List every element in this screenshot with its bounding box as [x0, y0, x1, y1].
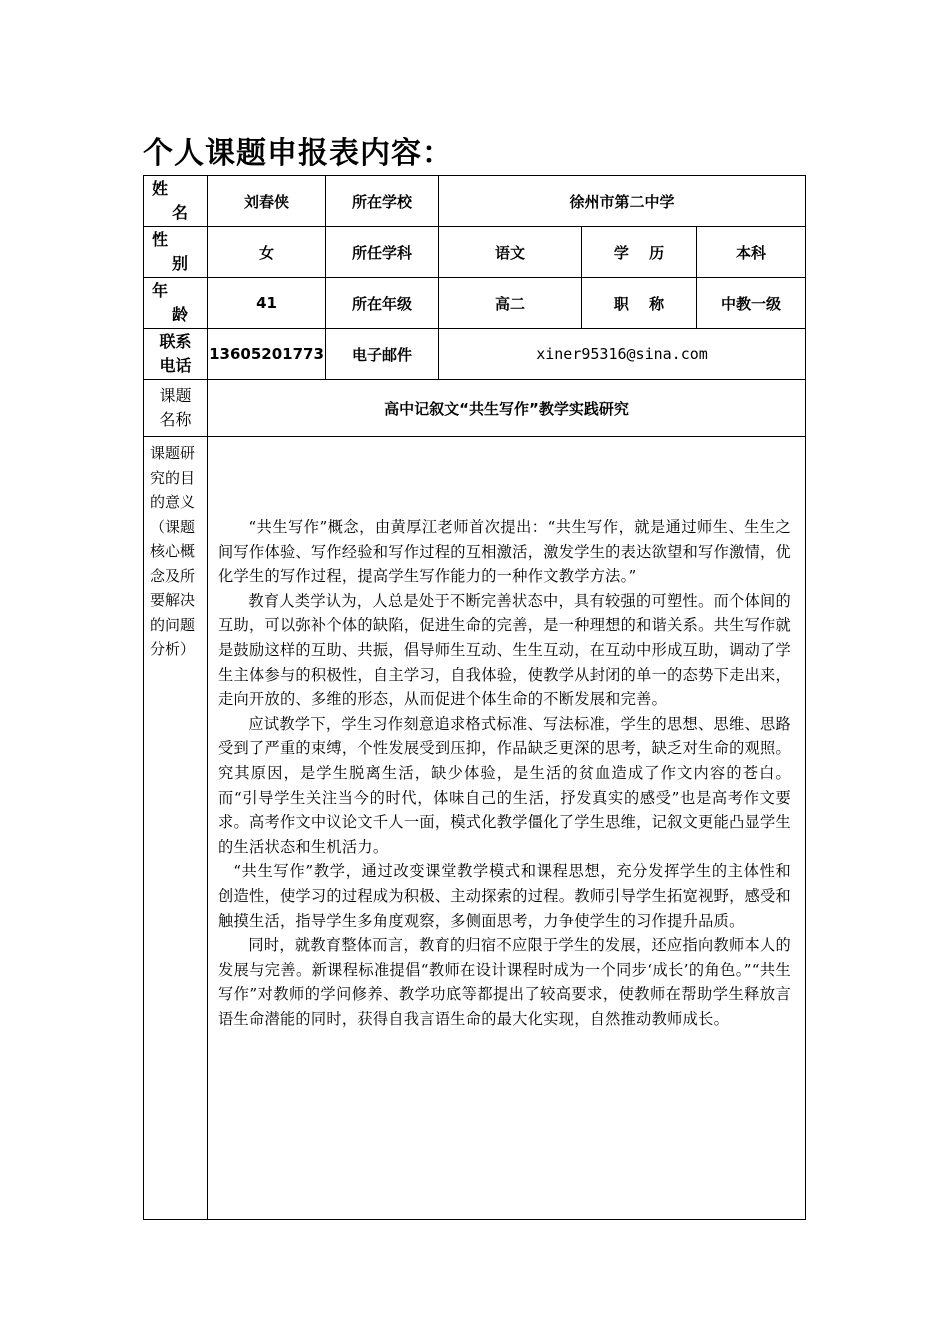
paragraph-1: “共生写作”概念，由黄厚江老师首次提出：“共生写作，就是通过师生、生生之间写作体验、写作经验和写作过程的互相激活，激发学生的表达欲望和写作激情，优化学生的写作过程，提高学生写作能力的一种作文教学方法。” [218, 518, 792, 586]
email-value: xiner95316@sina.com [439, 329, 806, 380]
name-label-line1: 姓 [152, 179, 169, 198]
age-label-cell [144, 278, 208, 329]
phone-label-line2: 电话 [159, 356, 192, 375]
age-value: 41 [208, 278, 326, 329]
name-label-line2: 名 [172, 203, 189, 222]
age-label-line1: 年 [152, 281, 169, 300]
gender-label-line1: 性 [152, 230, 169, 249]
age-label-line2: 龄 [172, 305, 189, 324]
topic-label-line1: 课题 [159, 386, 192, 405]
phone-label-cell [144, 329, 208, 380]
topic-label-cell [144, 380, 208, 437]
name-label-cell [144, 176, 208, 227]
gender-label-cell [144, 227, 208, 278]
school-value: 徐州市第二中学 [439, 176, 806, 227]
subject-label: 所任学科 [326, 227, 439, 278]
row-age [144, 278, 806, 329]
topic-label-line2: 名称 [159, 410, 192, 429]
title-value: 中教一级 [697, 278, 806, 329]
phone-label-line1: 联系 [159, 332, 192, 351]
row-purpose [144, 437, 806, 1220]
row-topic [144, 380, 806, 437]
gender-label-line2: 别 [172, 254, 189, 273]
school-label: 所在学校 [326, 176, 439, 227]
application-form-table [143, 175, 806, 1220]
gender-value: 女 [208, 227, 326, 278]
topic-value: 高中记叙文“共生写作”教学实践研究 [208, 380, 806, 437]
row-gender [144, 227, 806, 278]
title-label: 职 称 [582, 278, 697, 329]
paragraph-4: “共生写作”教学，通过改变课堂教学模式和课程思想，充分发挥学生的主体性和创造性，使学习的过程成为积极、主动探索的过程。教师引导学生拓宽视野，感受和触摸生活，指导学生多角度观察，多侧面思考，力争使学生的习作提升品质。 [218, 862, 792, 930]
education-value: 本科 [697, 227, 806, 278]
email-label: 电子邮件 [326, 329, 439, 380]
paragraph-5: 同时，就教育整体而言，教育的归宿不应限于学生的发展，还应指向教师本人的发展与完善。新课程标准提倡“教师在设计课程时成为一个同步‘成长’的角色。”“共生写作”对教师的学问修养、教学功底等都提出了较高要求，使教师在帮助学生释放言语生命潜能的同时，获得自我言语生命的最大化实现，自然推动教师成长。 [218, 936, 792, 1028]
grade-label: 所在年级 [326, 278, 439, 329]
row-contact [144, 329, 806, 380]
page-title: 个人课题申报表内容： [143, 136, 453, 171]
subject-value: 语文 [439, 227, 582, 278]
purpose-body [208, 437, 806, 1220]
paragraph-3: 应试教学下，学生习作刻意追求格式标准、写法标准，学生的思想、思维、思路受到了严重的束缚，个性发展受到压抑，作品缺乏更深的思考，缺乏对生命的观照。究其原因，是学生脱离生活，缺少体验，是生活的贫血造成了作文内容的苍白。而“引导学生关注当今的时代，体味自己的生活，抒发真实的感受”也是高考作文要求。高考作文中议论文千人一面，模式化教学僵化了学生思维，记叙文更能凸显学生的生活状态和生机活力。 [218, 714, 792, 856]
grade-value: 高二 [439, 278, 582, 329]
row-name [144, 176, 806, 227]
paragraph-2: 教育人类学认为，人总是处于不断完善状态中，具有较强的可塑性。而个体间的互助，可以弥补个体的缺陷，促进生命的完善，是一种理想的和谐关系。共生写作就是鼓励这样的互助、共振，倡导师生互动、生生互动，在互动中形成互助，调动了学生主体参与的积极性，自主学习，自我体验，使教学从封闭的单一的态势下走出来，走向开放的、多维的形态，从而促进个体生命的不断发展和完善。 [218, 591, 792, 709]
purpose-label: 课题研究的目的意义（课题核心概念及所要解决的问题分析） [144, 437, 208, 1220]
name-value: 刘春侠 [208, 176, 326, 227]
phone-value: 13605201773 [208, 329, 326, 380]
education-label: 学 历 [582, 227, 697, 278]
